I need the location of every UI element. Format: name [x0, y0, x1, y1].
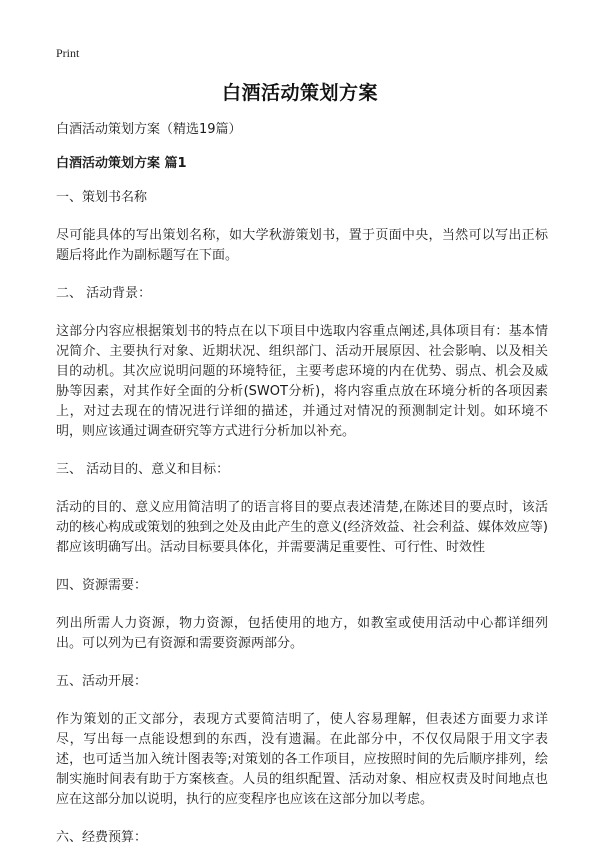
document-subtitle: 白酒活动策划方案（精选19篇） [56, 122, 242, 137]
heading-6: 六、经费预算： [56, 830, 148, 845]
heading-4: 四、资源需要： [56, 578, 148, 593]
heading-2: 二、 活动背景： [56, 286, 152, 301]
print-link[interactable]: Print [56, 46, 80, 60]
paragraph-1: 尽可能具体的写出策划名称，如大学秋游策划书，置于页面中央，当然可以写出正标题后将此作为副标题写在下面。 [56, 228, 548, 263]
heading-3: 三、 活动目的、意义和目标： [56, 462, 230, 477]
heading-5: 五、活动开展： [56, 674, 148, 689]
paragraph-3: 活动的目的、意义应用简洁明了的语言将目的要点表述清楚,在陈述目的要点时，该活动的核心构成或策划的独到之处及由此产生的意义(经济效益、社会利益、媒体效应等)都应该明确写出。活动目标要具体化，并需要满足重要性、可行性、时效性 [56, 500, 548, 555]
paragraph-4: 列出所需人力资源，物力资源，包括使用的地方，如教室或使用活动中心都详细列出。可以列为已有资源和需要资源两部分。 [56, 616, 548, 651]
section-title: 白酒活动策划方案 篇1 [56, 156, 187, 171]
paragraph-2: 这部分内容应根据策划书的特点在以下项目中选取内容重点阐述,具体项目有：基本情况简介、主要执行对象、近期状况、组织部门、活动开展原因、社会影响、以及相关目的动机。其次应说明问题的环境特征，主要考虑环境的内在优势、弱点、机会及威胁等因素，对其作好全面的分析(SWOT分析)，将内容重点放在环境分析的各项因素上，对过去现在的情况进行详细的描述，并通过对情况的预测制定计划。如环境不明，则应该通过调查研究等方式进行分析加以补充。 [56, 324, 548, 439]
document-title: 白酒活动策划方案 [221, 82, 378, 104]
paragraph-5: 作为策划的正文部分，表现方式要简洁明了，使人容易理解，但表述方面要力求详尽，写出每一点能设想到的东西，没有遗漏。在此部分中，不仅仅局限于用文字表述，也可适当加入统计图表等;对策划的各工作项目，应按照时间的先后顺序排列，绘制实施时间表有助于方案核查。人员的组织配置、活动对象、相应权责及时间地点也应在这部分加以说明，执行的应变程序也应该在这部分加以考虑。 [56, 712, 548, 807]
heading-1: 一、策划书名称 [56, 190, 148, 205]
document-body [56, 120, 548, 866]
